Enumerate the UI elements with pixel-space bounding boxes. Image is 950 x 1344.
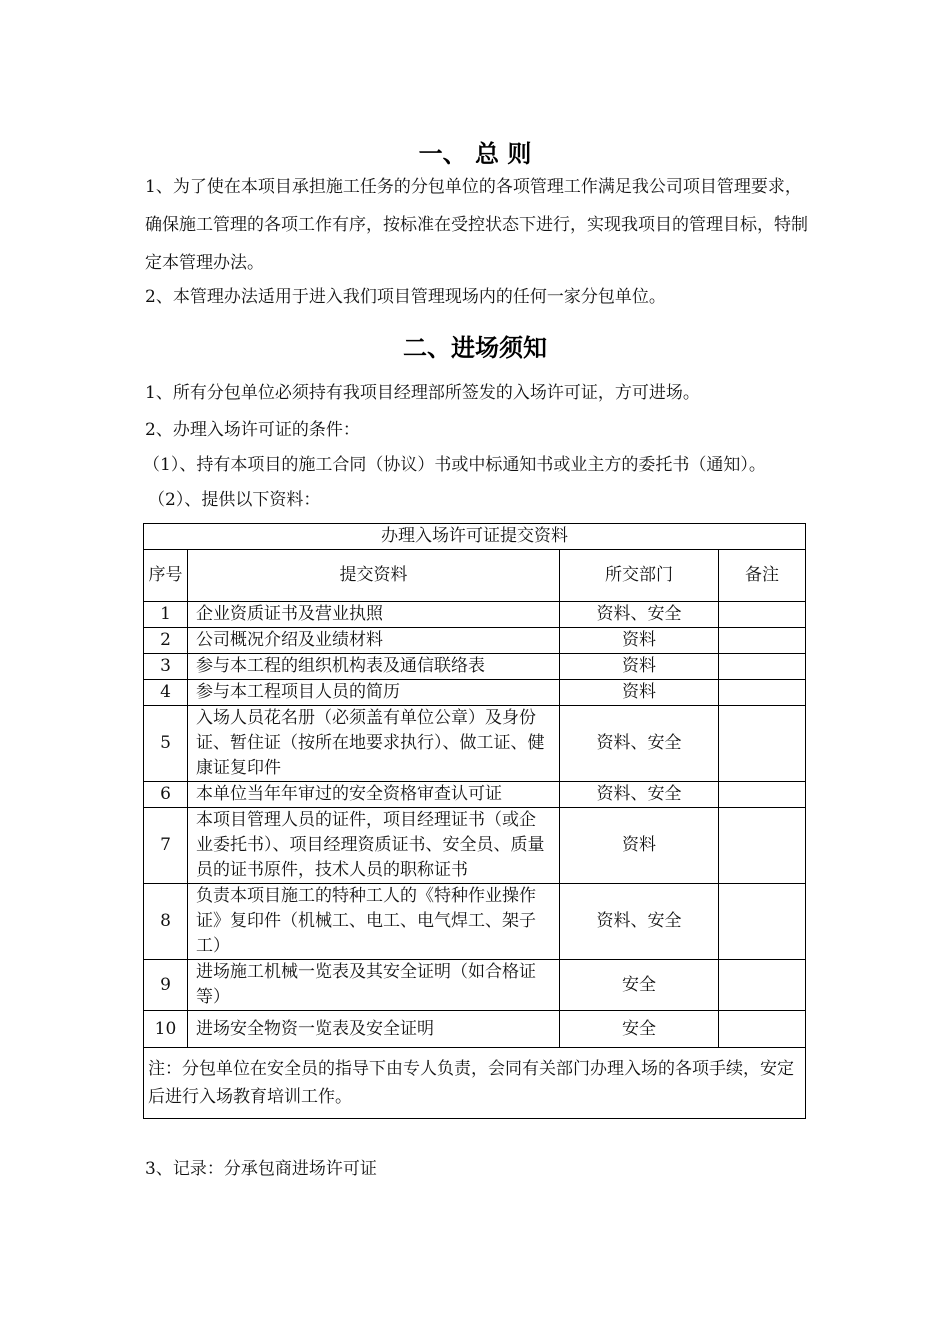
row-remark <box>719 680 806 706</box>
table-header-row <box>144 550 806 602</box>
row-remark <box>719 654 806 680</box>
section-1-title: 一、 总 则 <box>418 140 532 168</box>
row-remark <box>719 782 806 808</box>
row-material: 公司概况介绍及业绩材料 <box>188 628 560 654</box>
row-dept: 资料 <box>560 654 719 680</box>
row-dept: 资料 <box>560 808 719 884</box>
table-row <box>144 706 806 782</box>
permit-materials-table <box>143 523 806 1119</box>
row-dept: 资料、安全 <box>560 782 719 808</box>
row-remark <box>719 960 806 1011</box>
section-2-paragraph-3: （1）、持有本项目的施工合同（协议）书或中标通知书或业主方的委托书（通知）。 <box>143 455 766 475</box>
table-row <box>144 654 806 680</box>
row-dept: 资料 <box>560 680 719 706</box>
table-row <box>144 884 806 960</box>
header-seq: 序号 <box>144 550 188 602</box>
section-3-paragraph-1: 3、记录：分承包商进场许可证 <box>145 1159 377 1179</box>
row-dept: 资料、安全 <box>560 884 719 960</box>
row-seq: 4 <box>144 680 188 706</box>
section-1-paragraph-1: 1、为了使在本项目承担施工任务的分包单位的各项管理工作满足我公司项目管理要求，确保施工管理的各项工作有序，按标准在受控状态下进行，实现我项目的管理目标，特制定本管理办法。 <box>145 177 808 273</box>
section-2-title: 二、进场须知 <box>403 334 547 362</box>
row-seq: 7 <box>144 808 188 884</box>
section-1-paragraph-2: 2、本管理办法适用于进入我们项目管理现场内的任何一家分包单位。 <box>145 287 666 307</box>
row-material: 本项目管理人员的证件，项目经理证书（或企业委托书）、项目经理资质证书、安全员、质量员的证书原件，技术人员的职称证书 <box>188 808 560 884</box>
header-material: 提交资料 <box>188 550 560 602</box>
row-remark <box>719 884 806 960</box>
row-material: 进场安全物资一览表及安全证明 <box>188 1011 560 1048</box>
row-material: 参与本工程项目人员的简历 <box>188 680 560 706</box>
table-row <box>144 680 806 706</box>
table-row <box>144 960 806 1011</box>
section-2-paragraph-2: 2、办理入场许可证的条件： <box>145 420 360 440</box>
table-note: 注：分包单位在安全员的指导下由专人负责，会同有关部门办理入场的各项手续，安定后进行入场教育培训工作。 <box>144 1048 806 1119</box>
row-seq: 8 <box>144 884 188 960</box>
row-material: 本单位当年年审过的安全资格审查认可证 <box>188 782 560 808</box>
header-dept: 所交部门 <box>560 550 719 602</box>
header-remark: 备注 <box>719 550 806 602</box>
row-material: 进场施工机械一览表及其安全证明（如合格证等） <box>188 960 560 1011</box>
row-dept: 资料、安全 <box>560 602 719 628</box>
table-note-row <box>144 1048 806 1119</box>
row-material: 企业资质证书及营业执照 <box>188 602 560 628</box>
row-remark <box>719 1011 806 1048</box>
section-2-paragraph-1: 1、所有分包单位必须持有我项目经理部所签发的入场许可证，方可进场。 <box>145 383 700 403</box>
row-remark <box>719 602 806 628</box>
row-dept: 安全 <box>560 960 719 1011</box>
table-row <box>144 1011 806 1048</box>
row-dept: 资料 <box>560 628 719 654</box>
row-material: 入场人员花名册（必须盖有单位公章）及身份证、暂住证（按所在地要求执行）、做工证、健康证复印件 <box>188 706 560 782</box>
row-dept: 资料、安全 <box>560 706 719 782</box>
section-2-paragraph-4: （2）、提供以下资料： <box>148 490 321 510</box>
table-title-row <box>144 524 806 550</box>
row-seq: 2 <box>144 628 188 654</box>
table-row <box>144 782 806 808</box>
row-seq: 1 <box>144 602 188 628</box>
table-row <box>144 602 806 628</box>
row-seq: 10 <box>144 1011 188 1048</box>
row-seq: 6 <box>144 782 188 808</box>
row-remark <box>719 706 806 782</box>
row-material: 负责本项目施工的特种工人的《特种作业操作证》复印件（机械工、电工、电气焊工、架子工） <box>188 884 560 960</box>
row-remark <box>719 808 806 884</box>
table-row <box>144 628 806 654</box>
table-title: 办理入场许可证提交资料 <box>144 524 806 550</box>
row-material: 参与本工程的组织机构表及通信联络表 <box>188 654 560 680</box>
row-seq: 9 <box>144 960 188 1011</box>
row-dept: 安全 <box>560 1011 719 1048</box>
table-row <box>144 808 806 884</box>
row-seq: 5 <box>144 706 188 782</box>
row-remark <box>719 628 806 654</box>
row-seq: 3 <box>144 654 188 680</box>
